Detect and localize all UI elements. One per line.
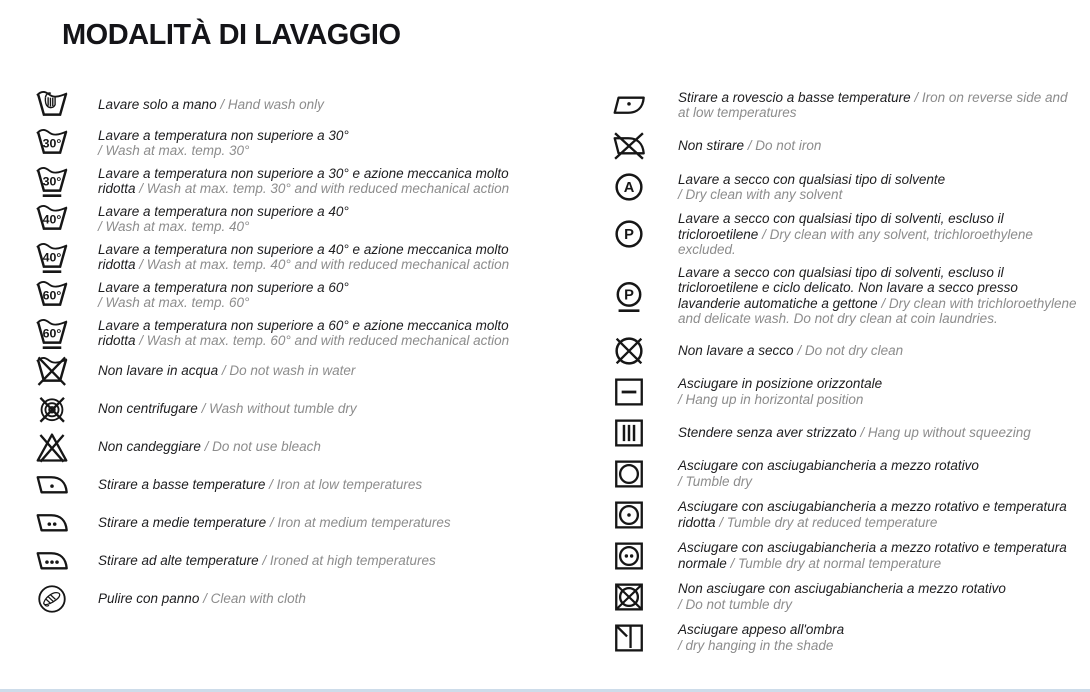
svg-text:30°: 30° bbox=[42, 174, 62, 189]
care-item-row bbox=[612, 375, 1080, 409]
item-label-italian: Non asciugare con asciugabiancheria a mezzo rotativo bbox=[678, 581, 1006, 596]
care-item-row bbox=[612, 129, 1080, 163]
clean-with-cloth-icon bbox=[35, 582, 81, 616]
care-item-text bbox=[678, 90, 1080, 121]
svg-text:60°: 60° bbox=[42, 288, 62, 303]
item-label-english: / Wash at max. temp. 60° and with reduced mechanical action bbox=[139, 333, 510, 348]
item-label-italian: Stirare ad alte temperature bbox=[98, 553, 259, 569]
iron-medium-icon bbox=[35, 506, 81, 540]
tumble-dry-normal-icon bbox=[612, 539, 658, 573]
care-item-text bbox=[678, 581, 1006, 612]
care-item-text bbox=[98, 401, 357, 417]
item-label-italian: Asciugare con asciugabiancheria a mezzo rotativo e temperatura normale bbox=[678, 540, 1067, 571]
svg-text:40°: 40° bbox=[42, 250, 62, 265]
item-label-italian: Non stirare bbox=[678, 138, 745, 154]
care-item-text bbox=[98, 97, 324, 113]
page-title: MODALITÀ DI LAVAGGIO bbox=[62, 19, 401, 51]
item-label-english: / Tumble dry at reduced temperature bbox=[719, 514, 938, 530]
item-label-italian: Lavare a temperatura non superiore a 30° e azione meccanica molto ridotta bbox=[98, 165, 509, 196]
care-item-text bbox=[98, 166, 522, 197]
svg-text:P: P bbox=[624, 286, 634, 303]
do-not-spin-icon bbox=[35, 392, 81, 426]
care-item-text bbox=[678, 622, 844, 653]
item-label-italian: Lavare a temperatura non superiore a 30° bbox=[98, 127, 349, 143]
svg-text:60°: 60° bbox=[42, 326, 62, 341]
item-label-english: / Dry clean with trichloroethylene and delicate wash. Do not dry clean at coin laundries. bbox=[678, 295, 1077, 326]
item-label-english: / Hand wash only bbox=[220, 97, 324, 113]
item-label-italian: Lavare a temperatura non superiore a 60° bbox=[98, 279, 349, 295]
care-item-text bbox=[98, 128, 349, 159]
do-not-tumble-dry-icon bbox=[612, 580, 658, 614]
item-label-italian: Non lavare a secco bbox=[678, 342, 794, 358]
svg-text:P: P bbox=[624, 227, 634, 244]
item-label-italian: Lavare a temperatura non superiore a 60° e azione meccanica molto ridotta bbox=[98, 317, 509, 348]
wash-30-icon bbox=[35, 126, 81, 160]
wash-40-icon bbox=[35, 202, 81, 236]
dry-in-shade-icon bbox=[612, 621, 658, 655]
item-label-english: / Wash at max. temp. 40° and with reduced mechanical action bbox=[139, 257, 510, 272]
care-item-text bbox=[98, 439, 321, 455]
item-label-italian: Non centrifugare bbox=[98, 401, 198, 417]
item-label-italian: Asciugare con asciugabiancheria a mezzo rotativo e temperatura ridotta bbox=[678, 499, 1067, 530]
item-label-english: / Do not iron bbox=[747, 138, 822, 154]
care-item-row bbox=[35, 392, 522, 426]
care-item-text bbox=[678, 540, 1080, 571]
item-label-italian: Lavare solo a mano bbox=[98, 97, 217, 113]
care-item-row bbox=[35, 126, 522, 160]
do-not-bleach-icon bbox=[35, 430, 81, 464]
iron-low-icon bbox=[35, 468, 81, 502]
care-item-row bbox=[35, 354, 522, 388]
care-item-text bbox=[98, 553, 436, 569]
item-label-italian: Stirare a medie temperature bbox=[98, 515, 267, 531]
item-label-english: / Wash at max. temp. 60° bbox=[98, 295, 250, 310]
care-item-text bbox=[678, 138, 821, 154]
item-label-english: / Dry clean with any solvent, trichloroethylene excluded. bbox=[678, 226, 1033, 257]
item-label-english: / Ironed at high temperatures bbox=[262, 553, 436, 569]
item-label-english: / Do not tumble dry bbox=[678, 596, 793, 612]
item-label-italian: Lavare a secco con qualsiasi tipo di solventi, escluso il tricloroetilene e ciclo delicato. Non lavare a secco presso lavanderie automatiche a gettone bbox=[678, 264, 1018, 311]
care-item-text bbox=[98, 280, 349, 311]
item-label-english: / Hang up in horizontal position bbox=[678, 391, 864, 407]
item-label-english: / Iron at medium temperatures bbox=[269, 515, 451, 531]
care-item-row bbox=[35, 316, 522, 350]
item-label-english: / Wash at max. temp. 40° bbox=[98, 219, 250, 234]
care-item-row bbox=[35, 202, 522, 236]
item-label-english: / Hang up without squeezing bbox=[860, 424, 1031, 440]
care-item-row bbox=[35, 164, 522, 198]
do-not-wash-icon bbox=[35, 354, 81, 388]
hand-wash-icon bbox=[35, 88, 81, 122]
dry-horizontal-icon bbox=[612, 375, 658, 409]
item-label-english: / Tumble dry bbox=[678, 473, 753, 489]
care-item-text bbox=[98, 515, 451, 531]
care-item-row bbox=[612, 457, 1080, 491]
svg-text:30°: 30° bbox=[42, 136, 62, 151]
item-label-english: / Wash at max. temp. 30° and with reduced mechanical action bbox=[139, 181, 510, 196]
do-not-dry-clean-icon bbox=[612, 334, 658, 368]
care-item-row bbox=[612, 580, 1080, 614]
item-label-italian: Lavare a secco con qualsiasi tipo di solvente bbox=[678, 171, 946, 187]
care-item-row bbox=[35, 544, 522, 578]
care-item-row bbox=[35, 88, 522, 122]
item-label-english: / Tumble dry at normal temperature bbox=[730, 555, 942, 571]
iron-reverse-low-icon bbox=[612, 88, 658, 122]
item-label-english: / Do not dry clean bbox=[797, 342, 904, 358]
item-label-italian: Non lavare in acqua bbox=[98, 363, 219, 379]
item-label-english: / Do not wash in water bbox=[221, 363, 356, 379]
item-label-english: / Wash at max. temp. 30° bbox=[98, 143, 250, 158]
care-item-text bbox=[678, 376, 882, 407]
svg-text:40°: 40° bbox=[42, 212, 62, 227]
care-item-row bbox=[612, 88, 1080, 122]
dry-clean-any-icon bbox=[612, 170, 658, 204]
care-item-row bbox=[612, 334, 1080, 368]
dry-clean-p-delicate-icon bbox=[612, 279, 658, 313]
item-label-italian: Lavare a secco con qualsiasi tipo di solventi, escluso il tricloroetilene bbox=[678, 211, 1004, 242]
care-item-text bbox=[678, 458, 979, 489]
dry-clean-p-icon bbox=[612, 217, 658, 251]
care-item-text bbox=[98, 363, 355, 379]
wash-40-reduced-icon bbox=[35, 240, 81, 274]
item-label-italian: Asciugare con asciugabiancheria a mezzo rotativo bbox=[678, 458, 979, 473]
care-item-row bbox=[612, 265, 1080, 327]
care-item-text bbox=[98, 242, 522, 273]
item-label-english: / Clean with cloth bbox=[203, 591, 306, 607]
care-item-row bbox=[612, 498, 1080, 532]
item-label-italian: Asciugare in posizione orizzontale bbox=[678, 376, 883, 391]
care-item-text bbox=[98, 477, 422, 493]
item-label-italian: Stendere senza aver strizzato bbox=[678, 424, 857, 440]
item-label-english: / Dry clean with any solvent bbox=[678, 187, 843, 202]
care-item-text bbox=[678, 265, 1080, 327]
item-label-italian: Non candeggiare bbox=[98, 439, 201, 455]
care-item-row bbox=[35, 582, 522, 616]
wash-60-icon bbox=[35, 278, 81, 312]
item-label-italian: Lavare a temperatura non superiore a 40° e azione meccanica molto ridotta bbox=[98, 241, 509, 272]
item-label-english: / Do not use bleach bbox=[204, 439, 321, 455]
care-item-row bbox=[612, 170, 1080, 204]
care-item-text bbox=[678, 172, 945, 203]
care-item-text bbox=[98, 204, 349, 235]
care-item-text bbox=[678, 343, 903, 359]
care-item-text bbox=[678, 211, 1080, 258]
care-item-row bbox=[612, 621, 1080, 655]
item-label-english: / Iron at low temperatures bbox=[269, 477, 423, 493]
care-item-row bbox=[35, 506, 522, 540]
do-not-iron-icon bbox=[612, 129, 658, 163]
care-item-row bbox=[612, 416, 1080, 450]
care-item-row bbox=[612, 211, 1080, 258]
care-item-text bbox=[98, 591, 306, 607]
care-item-text bbox=[678, 425, 1031, 441]
care-columns bbox=[35, 88, 1090, 662]
tumble-dry-low-icon bbox=[612, 498, 658, 532]
care-item-row bbox=[35, 468, 522, 502]
item-label-italian: Stirare a basse temperature bbox=[98, 477, 266, 493]
care-item-text bbox=[98, 318, 522, 349]
care-item-row bbox=[612, 539, 1080, 573]
care-item-row bbox=[35, 430, 522, 464]
care-item-row bbox=[35, 278, 522, 312]
iron-high-icon bbox=[35, 544, 81, 578]
item-label-english: / Wash without tumble dry bbox=[201, 401, 357, 417]
item-label-english: / Iron on reverse side and at low temperatures bbox=[678, 89, 1068, 120]
item-label-english: / dry hanging in the shade bbox=[678, 637, 834, 653]
care-item-row bbox=[35, 240, 522, 274]
tumble-dry-icon bbox=[612, 457, 658, 491]
column-right bbox=[612, 88, 1080, 662]
svg-text:A: A bbox=[623, 180, 635, 197]
wash-60-reduced-icon bbox=[35, 316, 81, 350]
drip-dry-icon bbox=[612, 416, 658, 450]
item-label-italian: Pulire con panno bbox=[98, 591, 200, 607]
item-label-italian: Asciugare appeso all'ombra bbox=[678, 622, 845, 637]
item-label-italian: Lavare a temperatura non superiore a 40° bbox=[98, 203, 349, 219]
item-label-italian: Stirare a rovescio a basse temperature bbox=[678, 89, 911, 105]
care-item-text bbox=[678, 499, 1080, 530]
column-left bbox=[35, 88, 522, 620]
wash-30-reduced-icon bbox=[35, 164, 81, 198]
